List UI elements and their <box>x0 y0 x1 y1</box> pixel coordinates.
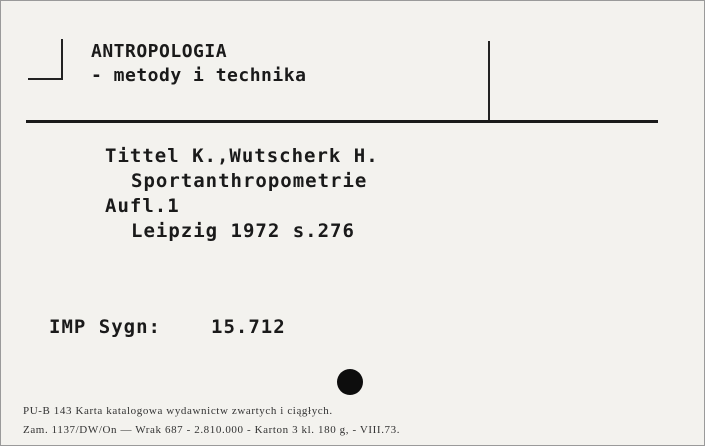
heading-divider-vertical <box>488 41 490 121</box>
entry-author: Tittel K.,Wutscherk H. <box>105 145 379 167</box>
footer-line-1: PU-B 143 Karta katalogowa wydawnictw zwartych i ciągłych. <box>23 405 333 417</box>
entry-edition: Aufl.1 <box>105 195 180 217</box>
heading-divider-horizontal <box>26 120 658 123</box>
subject-subheading: - metody i technika <box>91 65 307 86</box>
corner-bracket-vertical <box>61 39 63 79</box>
signature-value: 15.712 <box>211 316 286 338</box>
subject-heading: ANTROPOLOGIA <box>91 41 228 62</box>
punch-hole <box>337 369 363 395</box>
corner-bracket-horizontal <box>28 78 63 80</box>
entry-imprint: Leipzig 1972 s.276 <box>131 220 355 242</box>
signature-label: IMP Sygn: <box>49 316 161 338</box>
entry-title: Sportanthropometrie <box>131 170 368 192</box>
footer-line-2: Zam. 1137/DW/On — Wrak 687 - 2.810.000 - Karton 3 kl. 180 g, - VIII.73. <box>23 424 401 436</box>
